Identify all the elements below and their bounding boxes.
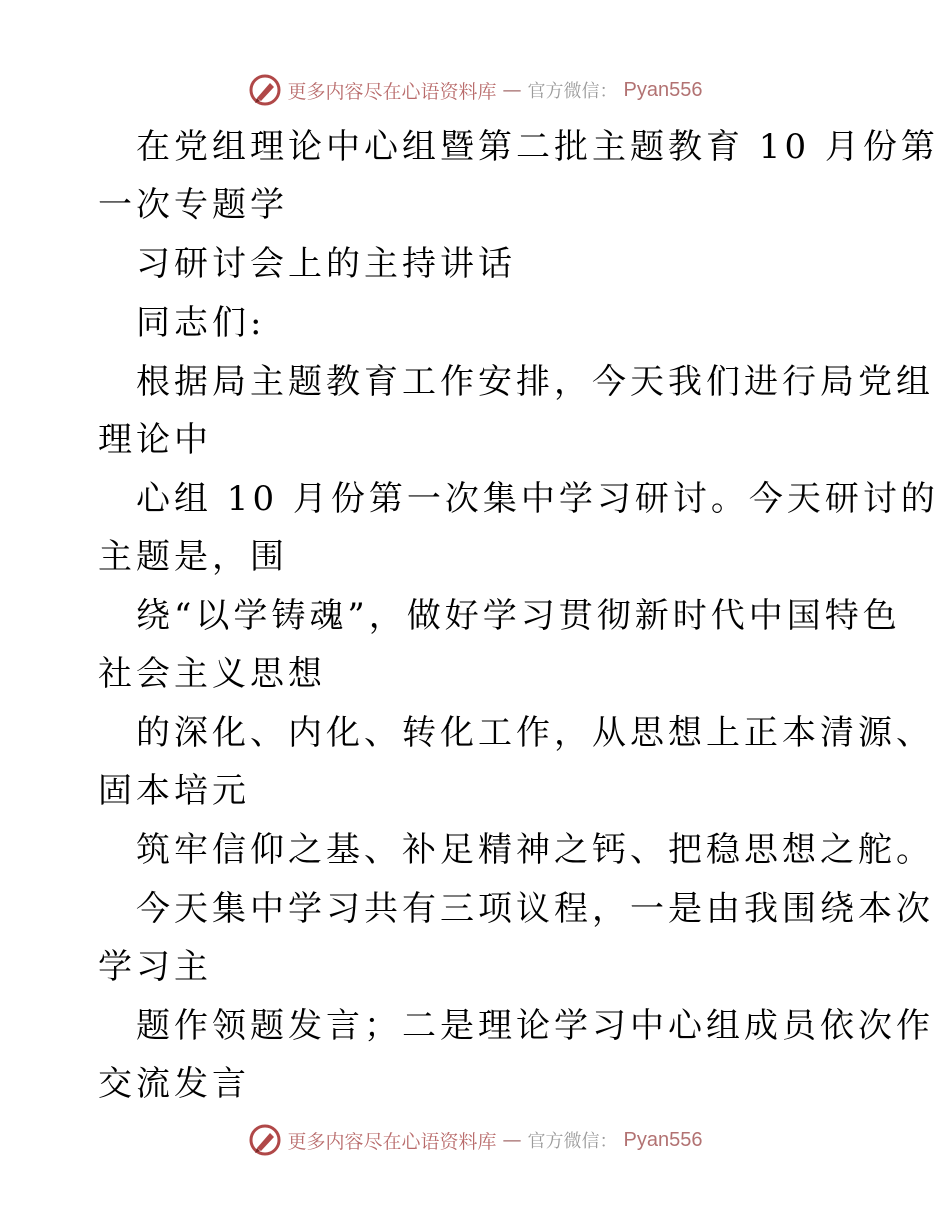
text-line: 在党组理论中心组暨第二批主题教育 10 月份第 <box>136 127 939 167</box>
text-line: 心组 10 月份第一次集中学习研讨。今天研讨的 <box>136 479 939 519</box>
text-line: 社会主义思想 <box>98 654 326 694</box>
text-line: 理论中 <box>98 420 212 460</box>
watermark-id: Pyan556 <box>623 78 703 101</box>
text-line: 习研讨会上的主持讲话 <box>136 244 516 284</box>
watermark-id: Pyan556 <box>623 1128 703 1151</box>
text-line: 学习主 <box>98 947 212 987</box>
text-line: 同志们: <box>136 303 266 343</box>
watermark-label: 官方微信： <box>527 1131 618 1152</box>
watermark-label: 官方微信： <box>527 81 618 102</box>
pen-logo-icon <box>248 73 282 107</box>
watermark-header <box>0 70 950 110</box>
text-line: 一次专题学 <box>98 185 288 225</box>
watermark-text: 更多内容尽在心语资料库 <box>287 1130 497 1153</box>
text-line: 的深化、内化、转化工作，从思想上正本清源、 <box>136 713 934 753</box>
watermark-separator: — <box>502 1129 522 1151</box>
text-line: 交流发言 <box>98 1064 250 1104</box>
text-line: 根据局主题教育工作安排，今天我们进行局党组 <box>136 362 934 402</box>
text-line: 绕“以学铸魂”，做好学习贯彻新时代中国特色 <box>136 596 901 636</box>
text-line: 筑牢信仰之基、补足精神之钙、把稳思想之舵。 <box>136 830 934 870</box>
watermark-footer <box>0 1120 950 1160</box>
text-line: 主题是，围 <box>98 537 288 577</box>
text-line: 题作领题发言；二是理论学习中心组成员依次作 <box>136 1006 934 1046</box>
pen-logo-icon <box>248 1123 282 1157</box>
watermark-text: 更多内容尽在心语资料库 <box>287 80 497 103</box>
text-line: 固本培元 <box>98 771 250 811</box>
watermark-separator: — <box>502 79 522 101</box>
text-line: 今天集中学习共有三项议程，一是由我围绕本次 <box>136 889 934 929</box>
